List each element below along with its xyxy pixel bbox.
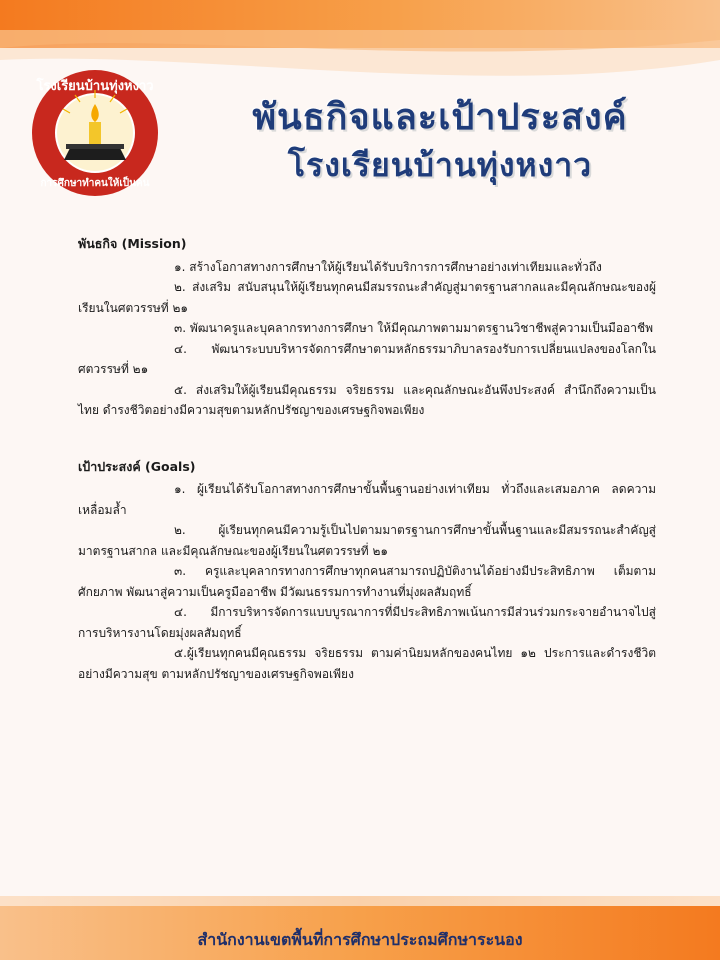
goals-item: ๕.ผู้เรียนทุกคนมีคุณธรรม จริยธรรม ตามค่านิยมหลักของคนไทย ๑๒ ประการและดำรงชีวิตอย่างมีความสุข ตามหลักปรัชญาของเศรษฐกิจพอเพียง [78,646,656,681]
mission-item: ๓. พัฒนาครูและบุคลากรทางการศึกษา ให้มีคุณภาพตามมาตรฐานวิชาชีพสู่ความเป็นมืออาชีพ [174,321,654,335]
goals-item: ๒. ผู้เรียนทุกคนมีความรู้เป็นไปตามมาตรฐานการศึกษาขั้นพื้นฐานและมีสมรรถนะสำคัญสู่มาตรฐานสากล และมีคุณลักษณะของผู้เรียนในศตวรรษที่ ๒๑ [78,523,656,558]
footer-office-name: สำนักงานเขตพื้นที่การศึกษาประถมศึกษาระนอง [197,930,523,949]
mission-item: ๒. ส่งเสริม สนับสนุนให้ผู้เรียนทุกคนมีสมรรถนะสำคัญสู่มาตรฐานสากลและมีคุณลักษณะของผู้เรียนในศตวรรษที่ ๒๑ [78,280,656,315]
goals-heading: เป้าประสงค์ (Goals) [78,458,196,474]
school-logo [30,68,160,198]
mission-item: ๔. พัฒนาระบบบริหารจัดการศึกษาตามหลักธรรมาภิบาลรองรับการเปลี่ยนแปลงของโลกในศตวรรษที่ ๒๑ [78,341,656,376]
goals-item: ๑. ผู้เรียนได้รับโอกาสทางการศึกษาขั้นพื้นฐานอย่างเท่าเทียม ทั่วถึงและเสมอภาค ลดความเหลื่อมล้ำ [78,482,656,517]
logo-top-text: โรงเรียนบ้านทุ่งหงาว [36,79,154,94]
section-spacer [78,421,656,457]
page-subtitle: โรงเรียนบ้านทุ่งหงาว [287,146,593,184]
mission-item: ๑. สร้างโอกาสทางการศึกษาให้ผู้เรียนได้รับบริการการศึกษาอย่างเท่าเทียมและทั่วถึง [174,259,602,274]
mission-item: ๕. ส่งเสริมให้ผู้เรียนมีคุณธรรม จริยธรรม และคุณลักษณะอันพึงประสงค์ สำนึกถึงความเป็นไทย ดำรงชีวิตอย่างมีความสุขตามหลักปรัชญาของเศรษฐกิจพอเพียง [78,382,656,417]
goals-item: ๔. มีการบริหารจัดการแบบบูรณาการที่มีประสิทธิภาพเน้นการมีส่วนร่วมกระจายอำนาจไปสู่การบริหารงานโดยมุ่งผลสัมฤทธิ์ [78,605,656,640]
page-title: พันธกิจและเป้าประสงค์ [252,97,628,138]
goals-item: ๓. ครูและบุคลากรทางการศึกษาทุกคนสามารถปฏิบัติงานได้อย่างมีประสิทธิภาพ เต็มตามศักยภาพ พัฒนาสู่ความเป็นครูมืออาชีพ มีวัฒนธรรมการทำงานที่มุ่งผลสัมฤทธิ์ [78,564,656,599]
mission-heading: พันธกิจ (Mission) [78,236,187,251]
document-body [78,234,656,684]
logo-bottom-text: การศึกษาทำคนให้เป็นคน [40,178,150,189]
